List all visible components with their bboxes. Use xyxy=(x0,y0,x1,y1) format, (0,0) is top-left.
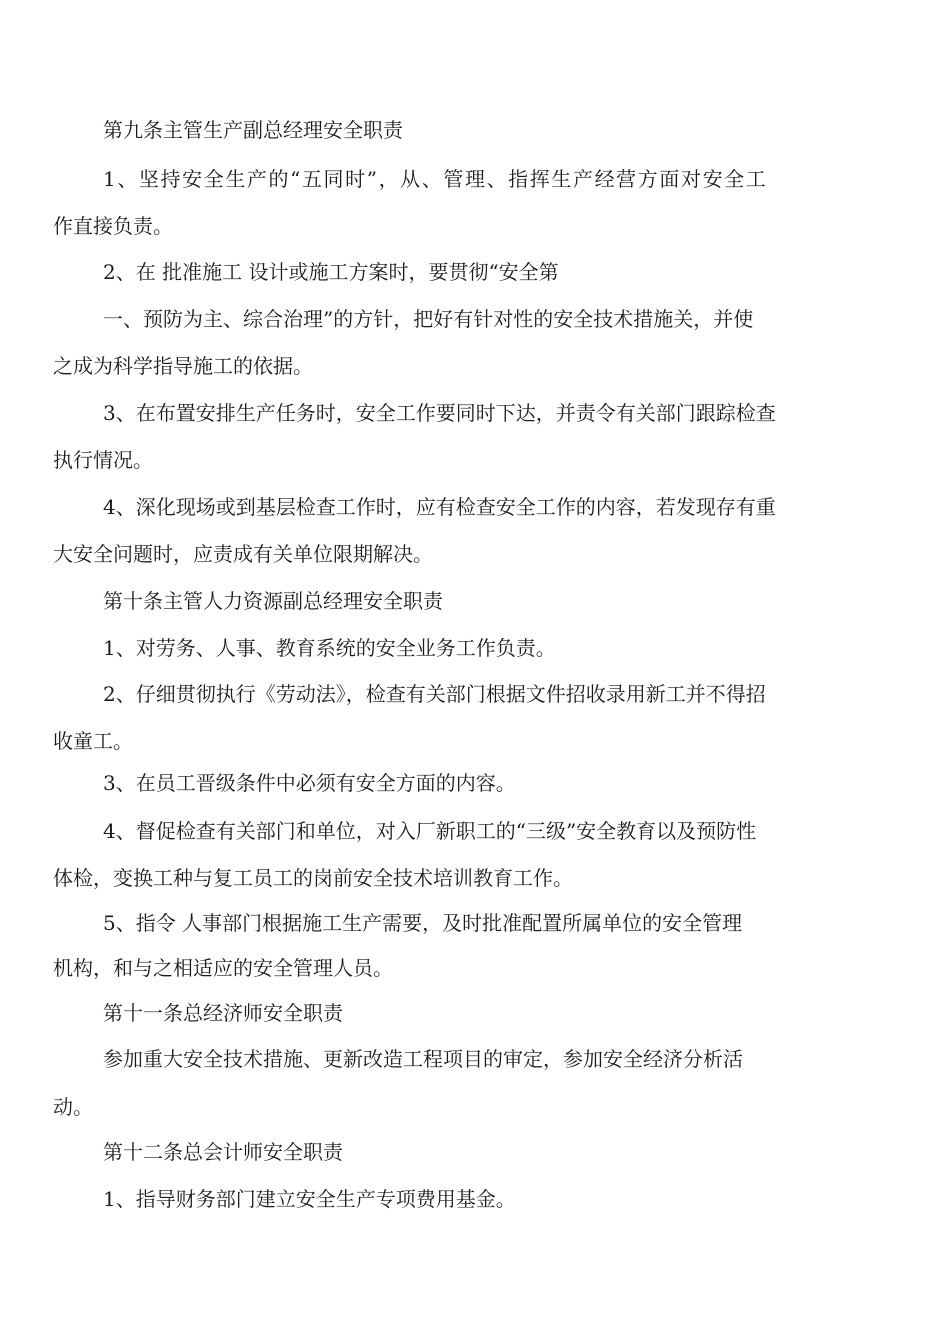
article-9-item-4-cont: 大安全问题时，应责成有关单位限期解决。 xyxy=(53,542,433,566)
article-12-item-1: 1、指导财务部门建立安全生产专项费用基金。 xyxy=(103,1187,516,1211)
article-9-heading: 第九条主管生产副总经理安全职责 xyxy=(103,118,403,142)
article-11-heading: 第十一条总经济师安全职责 xyxy=(103,1001,343,1025)
article-10-item-3: 3、在员工晋级条件中必须有安全方面的内容。 xyxy=(103,771,516,795)
article-9-item-1: 1、坚持安全生产的“五同时”，从、管理、指挥生产经营方面对安全工 xyxy=(103,167,768,191)
article-10-item-2-cont: 收童工。 xyxy=(53,729,133,753)
article-10-item-2: 2、仔细贯彻执行《劳动法》，检查有关部门根据文件招收录用新工并不得招 xyxy=(103,682,766,706)
article-11-body: 参加重大安全技术措施、更新改造工程项目的审定，参加安全经济分析活 xyxy=(103,1047,743,1071)
article-10-item-5-cont: 机构，和与之相适应的安全管理人员。 xyxy=(53,956,393,980)
article-9-item-3-cont: 执行情况。 xyxy=(53,448,153,472)
article-10-item-5: 5、指令 人事部门根据施工生产需要，及时批准配置所属单位的安全管理 xyxy=(103,911,743,935)
article-10-item-4: 4、督促检查有关部门和单位，对入厂新职工的“三级”安全教育以及预防性 xyxy=(103,819,757,843)
article-9-item-2: 2、在 批准施工 设计或施工方案时，要贯彻“安全第 xyxy=(103,260,559,284)
article-9-item-1-cont: 作直接负责。 xyxy=(53,214,173,238)
article-9-item-3: 3、在布置安排生产任务时，安全工作要同时下达，并责令有关部门跟踪检查 xyxy=(103,401,776,425)
article-10-item-4-cont: 体检，变换工种与复工员工的岗前安全技术培训教育工作。 xyxy=(53,866,573,890)
article-9-item-4: 4、深化现场或到基层检查工作时，应有检查安全工作的内容，若发现存有重 xyxy=(103,495,776,519)
article-9-item-2-cont: 一、预防为主、综合治理”的方针，把好有针对性的安全技术措施关，并使 xyxy=(103,307,754,331)
article-10-item-1: 1、对劳务、人事、教育系统的安全业务工作负责。 xyxy=(103,636,556,660)
article-10-heading: 第十条主管人力资源副总经理安全职责 xyxy=(103,589,443,613)
article-9-item-2-cont2: 之成为科学指导施工的依据。 xyxy=(53,354,313,378)
article-12-heading: 第十二条总会计师安全职责 xyxy=(103,1140,343,1164)
article-11-body-cont: 动。 xyxy=(53,1095,93,1119)
